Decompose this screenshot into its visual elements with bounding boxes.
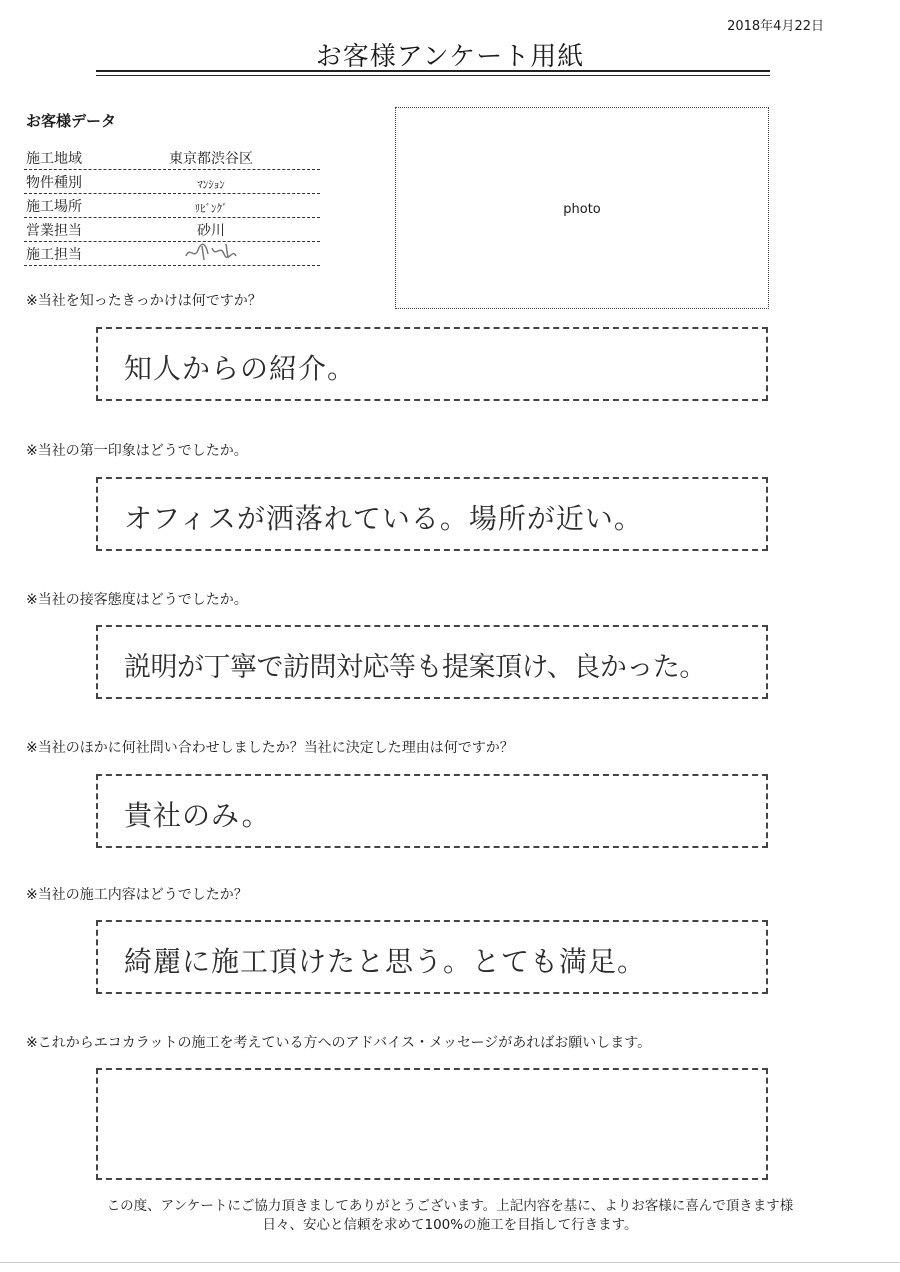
handwritten-answer: 知人からの紹介。 [124,352,357,385]
answer-box-3 [96,625,768,699]
footer-message [0,1197,900,1235]
answer-box-6 [96,1068,768,1180]
handwritten-answer: 綺麗に施工頂けたと思う。とても満足。 [124,945,647,978]
title-divider [96,70,770,76]
answer-box-5 [96,920,768,994]
info-value: ﾏﾝｼｮﾝ [197,178,225,191]
handwritten-answer: 貴社のみ。 [124,799,271,832]
handwritten-answer: 説明が丁寧で訪問対応等も提案頂け、良かった。 [124,652,706,683]
answer-box-4 [96,774,768,848]
info-label: 施工場所 [26,199,82,215]
info-value: 東京都渋谷区 [169,151,253,167]
page-title: お客様アンケート用紙 [315,42,585,72]
info-value: 砂川 [197,223,225,239]
photo-placeholder [395,107,769,309]
info-label: 物件種別 [26,175,82,191]
question-6: ※これからエコカラットの施工を考えている方へのアドバイス・メッセージがあればお願いします。 [26,1035,652,1051]
info-value: ﾘﾋﾞﾝｸﾞ [194,202,228,215]
customer-data-heading: お客様データ [26,112,117,130]
info-row-property-type [24,171,320,194]
question-4: ※当社のほかに何社問い合わせしましたか？当社に決定した理由は何ですか？ [26,740,514,756]
photo-label: photo [563,202,601,217]
answer-box-1 [96,327,768,401]
info-label: 施工担当 [26,247,82,263]
footer-line-1: この度、アンケートにご協力頂きましてありがとうございます。上記内容を基に、よりお客様に喜んで頂きます様 [106,1198,794,1214]
survey-date: 2018年4月22日 [727,19,824,34]
info-label: 施工地域 [26,151,82,167]
info-row-construction-place [24,195,320,218]
page-bottom-edge [0,1262,900,1263]
question-3: ※当社の接客態度はどうでしたか。 [26,592,248,608]
question-2: ※当社の第一印象はどうでしたか。 [26,443,248,459]
info-row-installer [24,243,320,266]
info-row-construction-area [24,147,320,170]
question-5: ※当社の施工内容はどうでしたか？ [26,887,248,903]
question-1: ※当社を知ったきっかけは何ですか？ [26,293,262,309]
info-row-sales-rep [24,219,320,242]
footer-line-2: 日々、安心と信頼を求めて100%の施工を目指して行きます。 [262,1217,638,1233]
answer-box-2 [96,477,768,551]
handwritten-answer: オフィスが洒落れている。場所が近い。 [124,502,643,535]
info-label: 営業担当 [26,223,82,239]
installer-signature-icon [182,240,242,269]
